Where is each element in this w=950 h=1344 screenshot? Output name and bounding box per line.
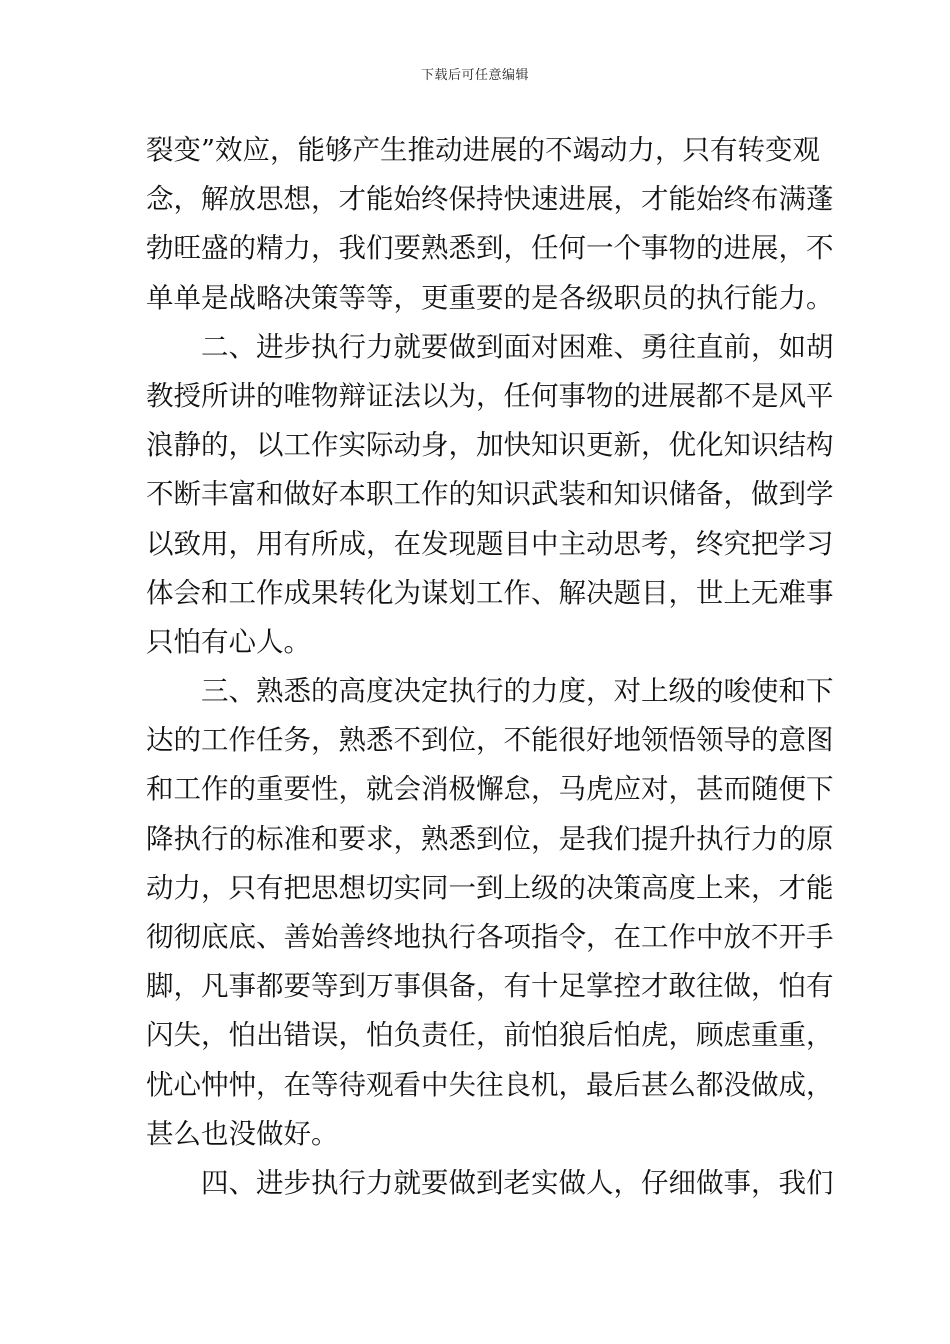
text-line: 只怕有心人。: [146, 625, 311, 658]
text-line: 念，解放思想，才能始终保持快速进展，才能始终布满蓬: [146, 183, 834, 216]
paragraph: [146, 323, 834, 667]
text-line: 达的工作任务，熟悉不到位，不能很好地领悟领导的意图: [146, 724, 834, 757]
text-line: 甚么也没做好。: [146, 1117, 339, 1150]
paragraph: [146, 667, 834, 1159]
text-line: 动力，只有把思想切实同一到上级的决策高度上来，才能: [146, 871, 834, 904]
text-line: 教授所讲的唯物辩证法以为，任何事物的进展都不是风平: [146, 379, 834, 412]
text-line: 四、进步执行力就要做到老实做人，仔细做事，我们: [201, 1166, 834, 1199]
text-line: 忧心忡忡，在等待观看中失往良机，最后甚么都没做成，: [146, 1068, 834, 1101]
text-line: 脚，凡事都要等到万事俱备，有十足掌控才敢往做，怕有: [146, 970, 834, 1003]
paragraph: [146, 126, 834, 323]
text-line: 和工作的重要性，就会消极懈怠，马虎应对，甚而随便下: [146, 773, 834, 806]
paragraph: [146, 1159, 834, 1208]
text-line: 彻彻底底、善始善终地执行各项指令，在工作中放不开手: [146, 921, 834, 953]
text-line: 浪静的，以工作实际动身，加快知识更新，优化知识结构: [146, 429, 834, 462]
text-line: 以致用，用有所成，在发现题目中主动思考，终究把学习: [146, 527, 834, 560]
text-line: 降执行的标准和要求，熟悉到位，是我们提升执行力的原: [146, 822, 834, 855]
text-line: 裂变”效应，能够产生推动进展的不竭动力，只有转变观: [146, 134, 821, 166]
text-line: 勃旺盛的精力，我们要熟悉到，任何一个事物的进展，不: [146, 232, 834, 265]
text-line: 闪失，怕出错误，怕负责任，前怕狼后怕虎，顾虑重重，: [146, 1019, 834, 1052]
text-line: 单单是战略决策等等，更重要的是各级职员的执行能力。: [146, 281, 834, 314]
text-line: 不断丰富和做好本职工作的知识武装和知识储备，做到学: [146, 478, 834, 511]
text-line: 体会和工作成果转化为谋划工作、解决题目，世上无难事: [146, 576, 834, 609]
text-line: 三、熟悉的高度决定执行的力度，对上级的唆使和下: [201, 675, 834, 708]
page-header: 下载后可任意编辑: [420, 68, 529, 83]
text-line: 二、进步执行力就要做到面对困难、勇往直前，如胡: [201, 330, 834, 363]
document-body: [146, 126, 834, 1208]
